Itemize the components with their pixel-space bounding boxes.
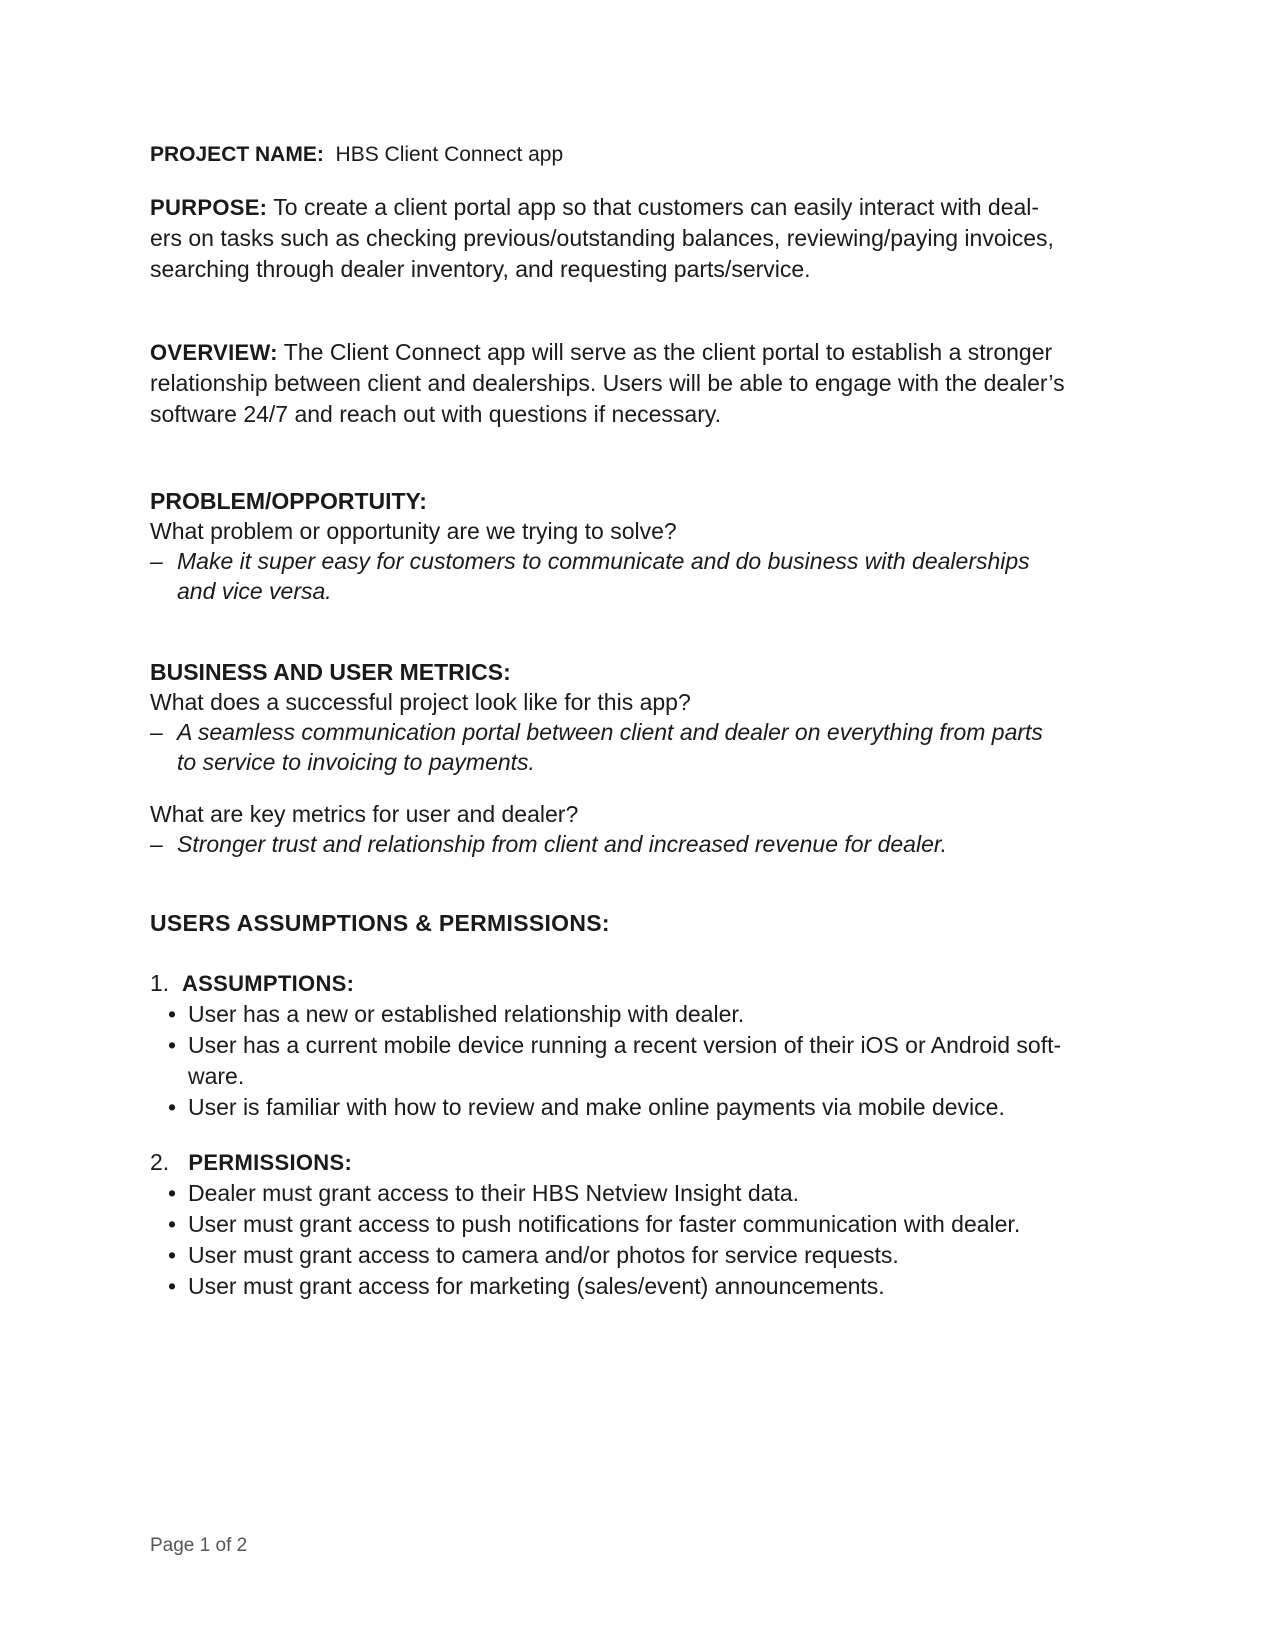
permission-item <box>150 1209 1150 1240</box>
overview-section <box>150 337 1150 430</box>
assumption-text: User has a current mobile device running a recent version of their iOS or Android soft- <box>188 1032 1062 1058</box>
assumption-text-continued: ware. <box>188 1063 245 1089</box>
permissions-number: 2. <box>150 1149 170 1175</box>
metrics-answer-2-text: Stronger trust and relationship from client and increased revenue for dealer. <box>177 831 948 857</box>
assumption-text: User is familiar with how to review and make online payments via mobile device. <box>188 1094 1005 1120</box>
permission-item <box>150 1271 1150 1302</box>
bullet-marker: • <box>168 1180 177 1206</box>
metrics-heading: BUSINESS AND USER METRICS: <box>150 659 511 685</box>
metrics-section <box>150 657 1150 777</box>
metrics-answer-1-line-1: A seamless communication portal between client and dealer on everything from parts <box>177 719 1043 745</box>
purpose-line-1 <box>150 192 1150 223</box>
assumptions-title: ASSUMPTIONS: <box>181 971 355 996</box>
project-name-value: HBS Client Connect app <box>335 143 564 166</box>
metrics-question-1: What does a successful project look like for this app? <box>150 689 691 715</box>
purpose-label: PURPOSE: <box>150 195 268 220</box>
purpose-text-1: To create a client portal app so that customers can easily interact with deal- <box>273 194 1040 220</box>
permission-item <box>150 1240 1150 1271</box>
overview-line-2: relationship between client and dealerships. Users will be able to engage with the dealer’s <box>150 370 1065 396</box>
assumptions-section <box>150 968 1150 1123</box>
permission-text: User must grant access to push notifications for faster communication with dealer. <box>188 1211 1021 1237</box>
dash-marker: – <box>150 548 163 574</box>
assumptions-number: 1. <box>150 970 170 996</box>
metrics-question-2: What are key metrics for user and dealer? <box>150 801 579 827</box>
purpose-section <box>150 192 1150 285</box>
purpose-line-2: ers on tasks such as checking previous/outstanding balances, reviewing/paying invoices, <box>150 225 1054 251</box>
assumption-item <box>150 1092 1150 1123</box>
project-name-line <box>150 143 1150 167</box>
bullet-marker: • <box>168 1242 177 1268</box>
metrics-answer-1-line-2: to service to invoicing to payments. <box>177 749 535 775</box>
overview-label: OVERVIEW: <box>150 340 278 365</box>
bullet-marker: • <box>168 1273 177 1299</box>
problem-section <box>150 486 1150 606</box>
assumption-item <box>150 1030 1150 1092</box>
overview-line-1 <box>150 337 1150 368</box>
dash-marker: – <box>150 831 163 857</box>
assumption-item <box>150 999 1150 1030</box>
bullet-marker: • <box>168 1001 177 1027</box>
problem-answer <box>150 546 1150 606</box>
dash-marker: – <box>150 719 163 745</box>
metrics-answer-2 <box>150 829 1150 859</box>
permission-text: Dealer must grant access to their HBS Netview Insight data. <box>188 1180 800 1206</box>
page-number: Page 1 of 2 <box>150 1535 248 1556</box>
problem-question: What problem or opportunity are we trying to solve? <box>150 518 677 544</box>
metrics-answer-1 <box>150 717 1150 777</box>
permissions-section <box>150 1147 1150 1302</box>
overview-line-3: software 24/7 and reach out with questions if necessary. <box>150 401 722 427</box>
permission-text: User must grant access for marketing (sales/event) announcements. <box>188 1273 885 1299</box>
purpose-line-3: searching through dealer inventory, and requesting parts/service. <box>150 256 811 282</box>
bullet-marker: • <box>168 1094 177 1120</box>
project-name-label: PROJECT NAME: <box>150 143 324 166</box>
bullet-marker: • <box>168 1032 177 1058</box>
problem-heading: PROBLEM/OPPORTUITY: <box>150 488 427 514</box>
permissions-heading <box>150 1147 1150 1178</box>
bullet-marker: • <box>168 1211 177 1237</box>
overview-text-1: The Client Connect app will serve as the client portal to establish a stronger <box>283 339 1053 365</box>
permissions-title: PERMISSIONS: <box>188 1150 353 1175</box>
problem-answer-line-2: and vice versa. <box>177 578 332 604</box>
metrics-second-question <box>150 800 1150 859</box>
permission-item <box>150 1178 1150 1209</box>
assumptions-heading <box>150 968 1150 999</box>
assumption-text: User has a new or established relationship with dealer. <box>188 1001 745 1027</box>
problem-answer-line-1: Make it super easy for customers to communicate and do business with dealerships <box>177 548 1030 574</box>
document-page <box>150 0 1160 1650</box>
users-heading: USERS ASSUMPTIONS & PERMISSIONS: <box>150 910 610 936</box>
permission-text: User must grant access to camera and/or photos for service requests. <box>188 1242 899 1268</box>
